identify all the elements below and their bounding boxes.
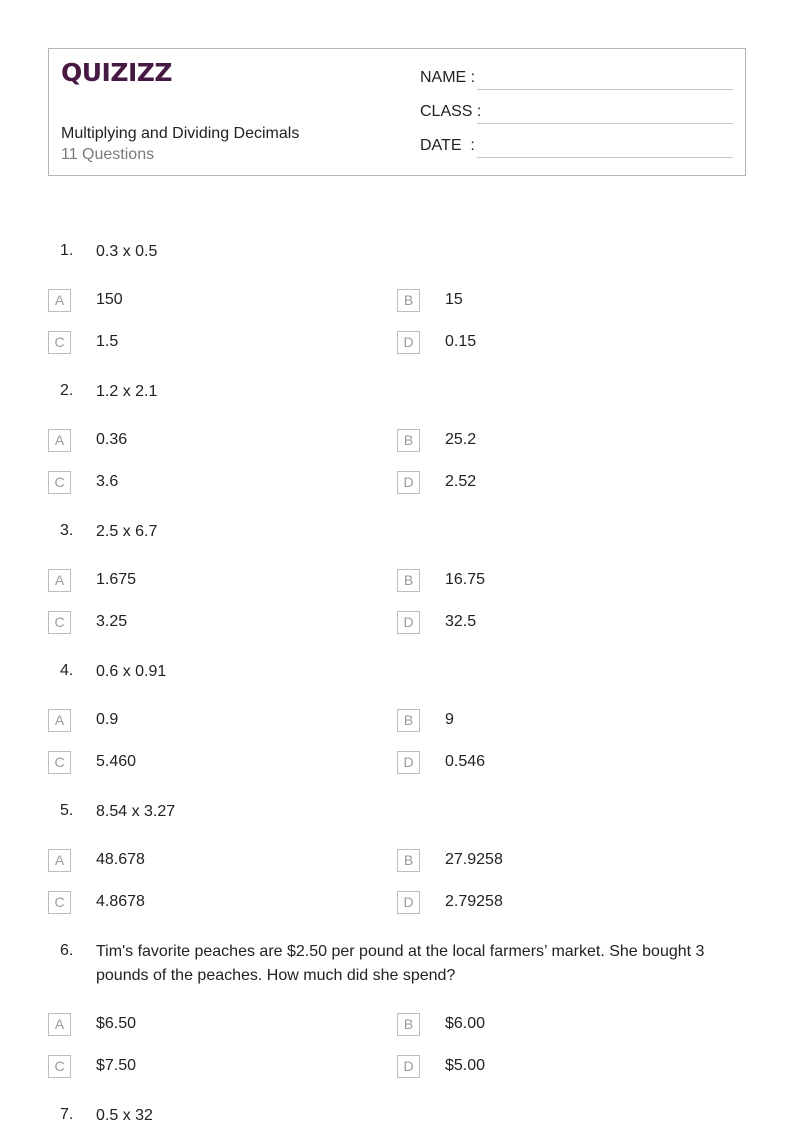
option-letter-box: C <box>48 611 71 634</box>
option-text: 15 <box>445 291 463 308</box>
question-text: 0.3 x 0.5 <box>96 243 158 260</box>
option-letter-box: D <box>397 751 420 774</box>
date-label: DATE : <box>420 137 475 154</box>
class-label: CLASS : <box>420 103 482 120</box>
option-text: 4.8678 <box>96 893 145 910</box>
option-text: 0.546 <box>445 753 486 770</box>
option-letter-box: D <box>397 331 420 354</box>
date-line <box>477 157 733 158</box>
option-letter-box: D <box>397 611 420 634</box>
name-label: NAME : <box>420 69 476 86</box>
option-text: 3.6 <box>96 473 119 490</box>
question-text: 0.6 x 0.91 <box>96 663 167 680</box>
option-text: $7.50 <box>96 1057 137 1074</box>
option-letter-box: C <box>48 331 71 354</box>
question-number: 1. <box>60 242 74 259</box>
option-text: $6.00 <box>445 1015 486 1032</box>
quizizz-logo: QUIZIZZ <box>61 58 173 87</box>
worksheet-header <box>48 48 746 176</box>
option-text: 3.25 <box>96 613 128 630</box>
question-text: 8.54 x 3.27 <box>96 803 176 820</box>
worksheet-title: Multiplying and Dividing Decimals <box>61 125 300 142</box>
option-text: 2.52 <box>445 473 477 490</box>
question-text: 0.5 x 32 <box>96 1107 153 1123</box>
option-text: 25.2 <box>445 431 477 448</box>
option-text: $5.00 <box>445 1057 486 1074</box>
option-text: 16.75 <box>445 571 486 588</box>
option-text: 27.9258 <box>445 851 503 868</box>
option-letter-box: B <box>397 289 420 312</box>
option-letter-box: A <box>48 569 71 592</box>
option-text: 48.678 <box>96 851 145 868</box>
option-letter-box: D <box>397 1055 420 1078</box>
question-text: 2.5 x 6.7 <box>96 523 158 540</box>
option-letter-box: B <box>397 1013 420 1036</box>
option-letter-box: B <box>397 849 420 872</box>
option-letter-box: C <box>48 1055 71 1078</box>
option-letter-box: B <box>397 569 420 592</box>
option-letter-box: D <box>397 891 420 914</box>
option-letter-box: A <box>48 849 71 872</box>
option-letter-box: C <box>48 891 71 914</box>
question-text: 1.2 x 2.1 <box>96 383 158 400</box>
option-letter-box: C <box>48 751 71 774</box>
question-count: 11 Questions <box>61 146 155 163</box>
question-text: Tim's favorite peaches are $2.50 per pound at the local farmers’ market. She bought 3 pounds of the peaches. How much did she spend? <box>96 943 705 984</box>
option-text: 5.460 <box>96 753 137 770</box>
option-letter-box: D <box>397 471 420 494</box>
option-text: 32.5 <box>445 613 477 630</box>
option-letter-box: A <box>48 429 71 452</box>
option-text: 1.675 <box>96 571 137 588</box>
option-text: 0.15 <box>445 333 477 350</box>
question-number: 2. <box>60 382 74 399</box>
option-text: 2.79258 <box>445 893 503 910</box>
option-text: 0.9 <box>96 711 119 728</box>
question-number: 4. <box>60 662 74 679</box>
question-number: 7. <box>60 1106 74 1123</box>
option-letter-box: A <box>48 709 71 732</box>
option-letter-box: C <box>48 471 71 494</box>
option-text: 1.5 <box>96 333 119 350</box>
question-number: 3. <box>60 522 74 539</box>
question-number: 5. <box>60 802 74 819</box>
option-letter-box: A <box>48 289 71 312</box>
option-text: $6.50 <box>96 1015 137 1032</box>
option-text: 9 <box>445 711 454 728</box>
class-line <box>477 123 733 124</box>
question-number: 6. <box>60 942 74 959</box>
option-letter-box: B <box>397 709 420 732</box>
option-letter-box: B <box>397 429 420 452</box>
option-text: 0.36 <box>96 431 128 448</box>
name-line <box>477 89 733 90</box>
option-text: 150 <box>96 291 123 308</box>
option-letter-box: A <box>48 1013 71 1036</box>
